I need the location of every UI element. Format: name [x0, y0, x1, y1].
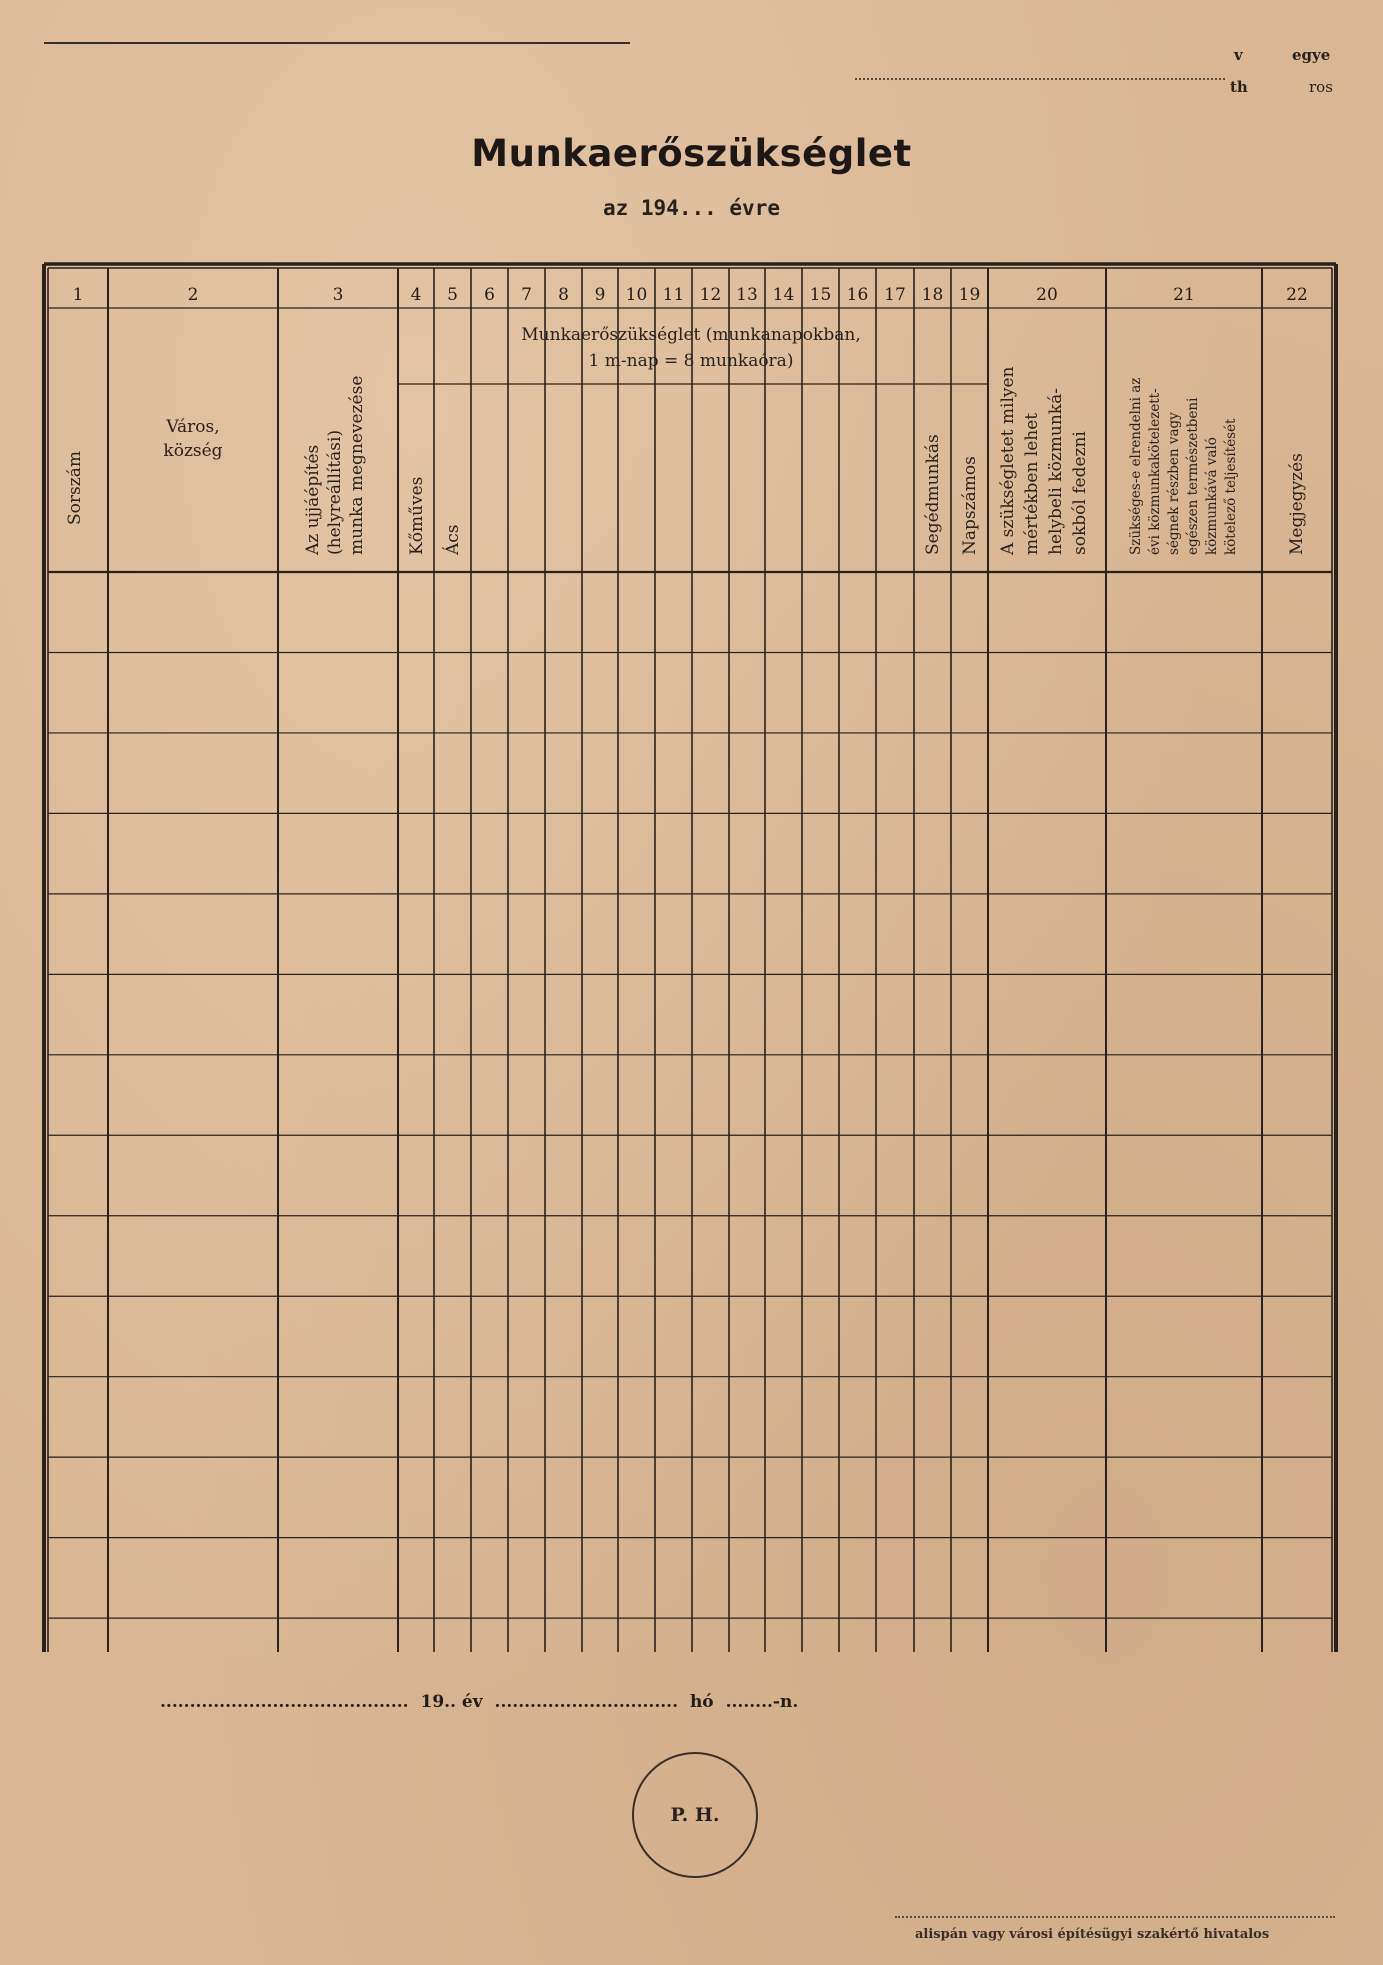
col-fedezet-label: helybeli közmunká-: [1046, 388, 1066, 555]
column-number: 6: [484, 285, 495, 305]
corner-text-th: th: [1230, 78, 1248, 96]
signature-caption: alispán vagy városi építésügyi szakértő hivatalos: [915, 1927, 1270, 1942]
corner-text-ros: ros: [1309, 78, 1333, 96]
col-kozmunka-label: kötelező teljesítését: [1223, 418, 1239, 555]
col-segedmunkas-label: Segédmunkás: [923, 434, 943, 555]
column-number: 21: [1173, 285, 1195, 305]
col-munka-label: (helyreállítási): [325, 429, 345, 555]
col-komuves-label: Kőműves: [407, 476, 427, 555]
column-number: 22: [1286, 285, 1308, 305]
seal-stamp: [632, 1752, 758, 1878]
date-day-suffix: -n.: [772, 1692, 799, 1712]
col-kozmunka-label: Szükséges-e elrendelni az: [1128, 377, 1144, 555]
col-sorszam-label: Sorszám: [65, 451, 85, 525]
col-acs-label: Ács: [443, 524, 463, 555]
column-number: 13: [736, 285, 758, 305]
group-header-label: Munkaerőszükséglet (munkanapokban,: [521, 325, 861, 345]
corner-text-v: v: [1234, 46, 1243, 64]
column-number: 8: [558, 285, 569, 305]
col-varos-label: Város,: [166, 417, 220, 437]
column-number: 14: [772, 285, 795, 305]
column-number: 4: [410, 285, 422, 305]
date-place-dots: ..........................................: [160, 1692, 409, 1712]
col-munka-label: munka megnevezése: [347, 375, 367, 555]
column-number: 19: [958, 285, 981, 305]
column-number: 1: [72, 285, 84, 305]
stamp-text: P. H.: [670, 1804, 720, 1826]
column-number: 10: [625, 285, 648, 305]
date-day-dots: ........: [725, 1692, 773, 1712]
column-number: 3: [332, 285, 344, 305]
col-kozmunka-label: közmunkává való: [1204, 437, 1220, 555]
document-title: Munkaerőszükséglet: [471, 132, 912, 175]
column-number: 18: [921, 285, 944, 305]
column-numbers: [73, 285, 1308, 305]
column-number: 5: [447, 285, 458, 305]
column-number: 12: [699, 285, 722, 305]
column-number: 20: [1036, 285, 1058, 305]
col-kozmunka-label: egészen természetbeni: [1185, 397, 1201, 555]
group-header-sub-label: 1 m-nap = 8 munkaóra): [588, 351, 794, 371]
document-subtitle: az 194... évre: [602, 196, 780, 220]
date-month: hó: [689, 1692, 714, 1712]
date-month-dots: ...............................: [494, 1692, 679, 1712]
col-kozmunka-label: évi közmunkakötelezett-: [1147, 388, 1163, 555]
col-fedezet-label: A szükségletet milyen: [998, 366, 1018, 555]
col-munka-label: Az ujjáépítés: [303, 444, 323, 555]
column-number: 2: [187, 285, 199, 305]
column-number: 7: [521, 285, 532, 305]
col-kozmunka-label: ségnek részben vagy: [1166, 412, 1182, 555]
signature-dotted-line: [895, 1916, 1335, 1918]
column-number: 9: [594, 285, 606, 305]
column-number: 11: [662, 285, 685, 305]
date-year: 19.. év: [420, 1692, 483, 1712]
column-number: 15: [809, 285, 832, 305]
col-fedezet-label: sokból fedezni: [1070, 431, 1090, 555]
col-megjegyzes-label: Megjegyzés: [1287, 453, 1307, 555]
col-fedezet-label: mértékben lehet: [1022, 412, 1042, 555]
corner-text-egye: egye: [1292, 46, 1331, 64]
column-number: 17: [884, 285, 906, 305]
col-kozseg-label: község: [163, 441, 223, 461]
column-labels: [65, 325, 1307, 556]
col-napszamos-label: Napszámos: [960, 456, 980, 555]
column-number: 16: [846, 285, 869, 305]
date-line: [160, 1692, 940, 1712]
